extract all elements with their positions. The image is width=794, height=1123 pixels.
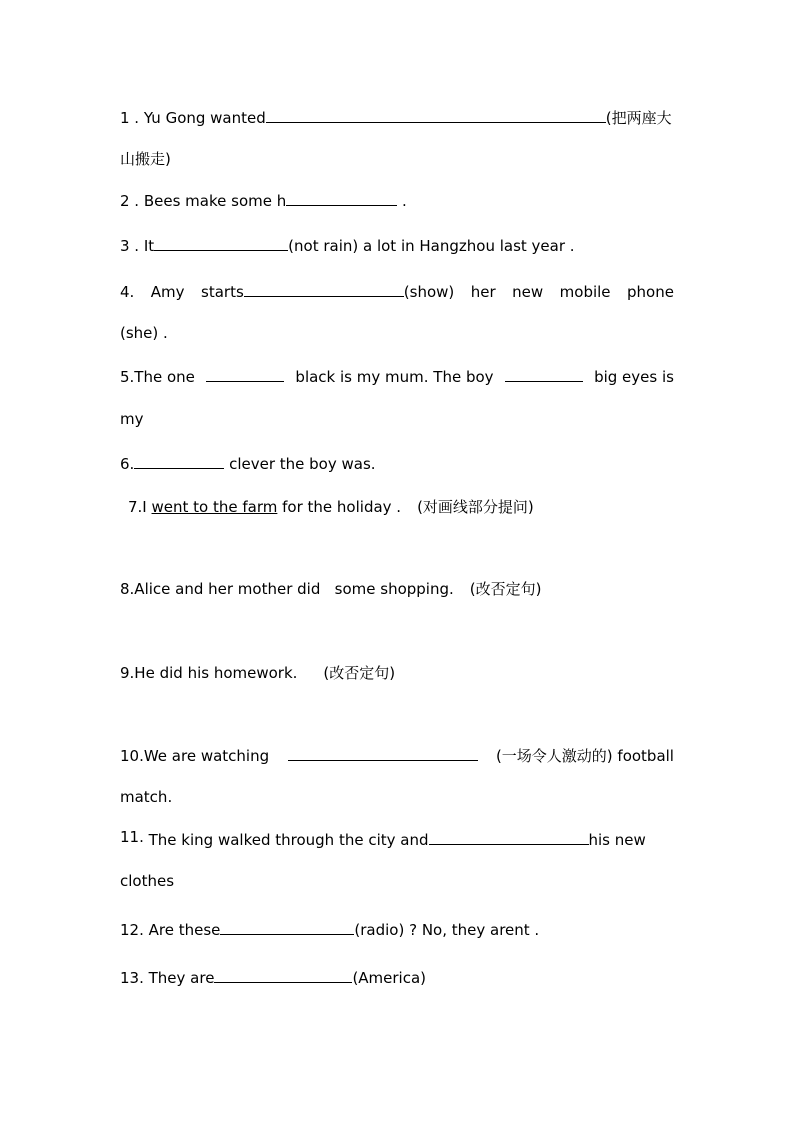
question-13-text: 13. They are bbox=[120, 969, 215, 987]
question-10-text: 10.We are watching bbox=[120, 747, 270, 765]
question-2-suffix: . bbox=[397, 192, 407, 210]
question-11 bbox=[120, 830, 674, 850]
answer-blank bbox=[206, 367, 284, 382]
question-4-line-2 bbox=[120, 323, 674, 343]
question-4-word: (show) bbox=[403, 283, 455, 301]
question-7-hint: (对画线部分提问) bbox=[417, 498, 534, 516]
question-8-text: 8.Alice and her mother did some shopping. bbox=[120, 580, 454, 598]
question-4-word: phone bbox=[627, 283, 674, 301]
answer-blank bbox=[214, 968, 352, 983]
question-6 bbox=[120, 454, 674, 474]
question-1-hint-continued: 山搬走) bbox=[120, 150, 171, 168]
question-10 bbox=[120, 746, 674, 766]
question-1-line-2 bbox=[120, 149, 674, 169]
question-3-text: 3 . It bbox=[120, 237, 155, 255]
question-7 bbox=[128, 497, 682, 517]
question-5 bbox=[120, 367, 674, 387]
question-11-continued: clothes bbox=[120, 872, 175, 890]
question-4-word: mobile bbox=[559, 283, 611, 301]
question-8-hint: (改否定句) bbox=[469, 580, 542, 598]
answer-blank bbox=[429, 830, 589, 845]
question-4-word: starts bbox=[201, 283, 244, 301]
question-3-suffix: (not rain) a lot in Hangzhou last year . bbox=[288, 237, 575, 255]
question-8 bbox=[120, 579, 674, 599]
question-10-line-2 bbox=[120, 787, 674, 807]
answer-blank bbox=[286, 191, 397, 206]
answer-blank bbox=[288, 746, 478, 761]
question-4-group bbox=[201, 282, 454, 302]
answer-blank bbox=[505, 367, 583, 382]
answer-blank bbox=[220, 920, 354, 935]
question-5-segment: 5.The one bbox=[120, 368, 195, 386]
question-9-hint: (改否定句) bbox=[323, 664, 396, 682]
question-4-word: Amy bbox=[150, 283, 185, 301]
question-11-number: 11. bbox=[120, 828, 144, 846]
question-1 bbox=[120, 108, 674, 128]
question-12-suffix: (radio) ? No, they arent . bbox=[354, 921, 540, 939]
question-13 bbox=[120, 968, 674, 988]
question-3 bbox=[120, 236, 674, 256]
question-5-segment: black is my mum. The boy bbox=[295, 368, 494, 386]
question-5-line-2 bbox=[120, 409, 674, 429]
question-12-text: 12. Are these bbox=[120, 921, 221, 939]
question-7-underlined-phrase: went to the farm bbox=[151, 498, 278, 516]
question-9-text: 9.He did his homework. bbox=[120, 664, 298, 682]
question-9 bbox=[120, 663, 674, 683]
question-4-continued: (she) . bbox=[120, 324, 168, 342]
question-4-word: new bbox=[512, 283, 544, 301]
question-4-word: 4. bbox=[120, 283, 135, 301]
answer-blank bbox=[154, 236, 288, 251]
question-5-segment: big eyes is bbox=[594, 368, 674, 386]
question-1-text: 1 . Yu Gong wanted bbox=[120, 109, 266, 127]
answer-blank bbox=[134, 454, 224, 469]
question-2-text: 2 . Bees make some h bbox=[120, 192, 287, 210]
question-2 bbox=[120, 191, 674, 211]
question-4-word: her bbox=[470, 283, 496, 301]
question-1-hint: (把两座大 bbox=[605, 109, 672, 127]
question-6-text: clever the boy was. bbox=[224, 455, 376, 473]
question-13-suffix: (America) bbox=[352, 969, 427, 987]
question-11-text: The king walked through the city and bbox=[143, 831, 429, 849]
question-7-text: 7.I bbox=[128, 498, 152, 516]
question-12 bbox=[120, 920, 674, 940]
question-5-continued: my bbox=[120, 410, 144, 428]
answer-blank bbox=[266, 108, 606, 123]
question-11-suffix: his new bbox=[588, 831, 646, 849]
question-10-hint: (一场令人激动的) football bbox=[495, 747, 674, 765]
question-7-suffix: for the holiday . bbox=[277, 498, 402, 516]
question-6-number: 6. bbox=[120, 455, 135, 473]
question-4 bbox=[120, 282, 674, 302]
question-10-continued: match. bbox=[120, 788, 173, 806]
answer-blank bbox=[244, 282, 404, 297]
question-11-line-2 bbox=[120, 871, 674, 891]
